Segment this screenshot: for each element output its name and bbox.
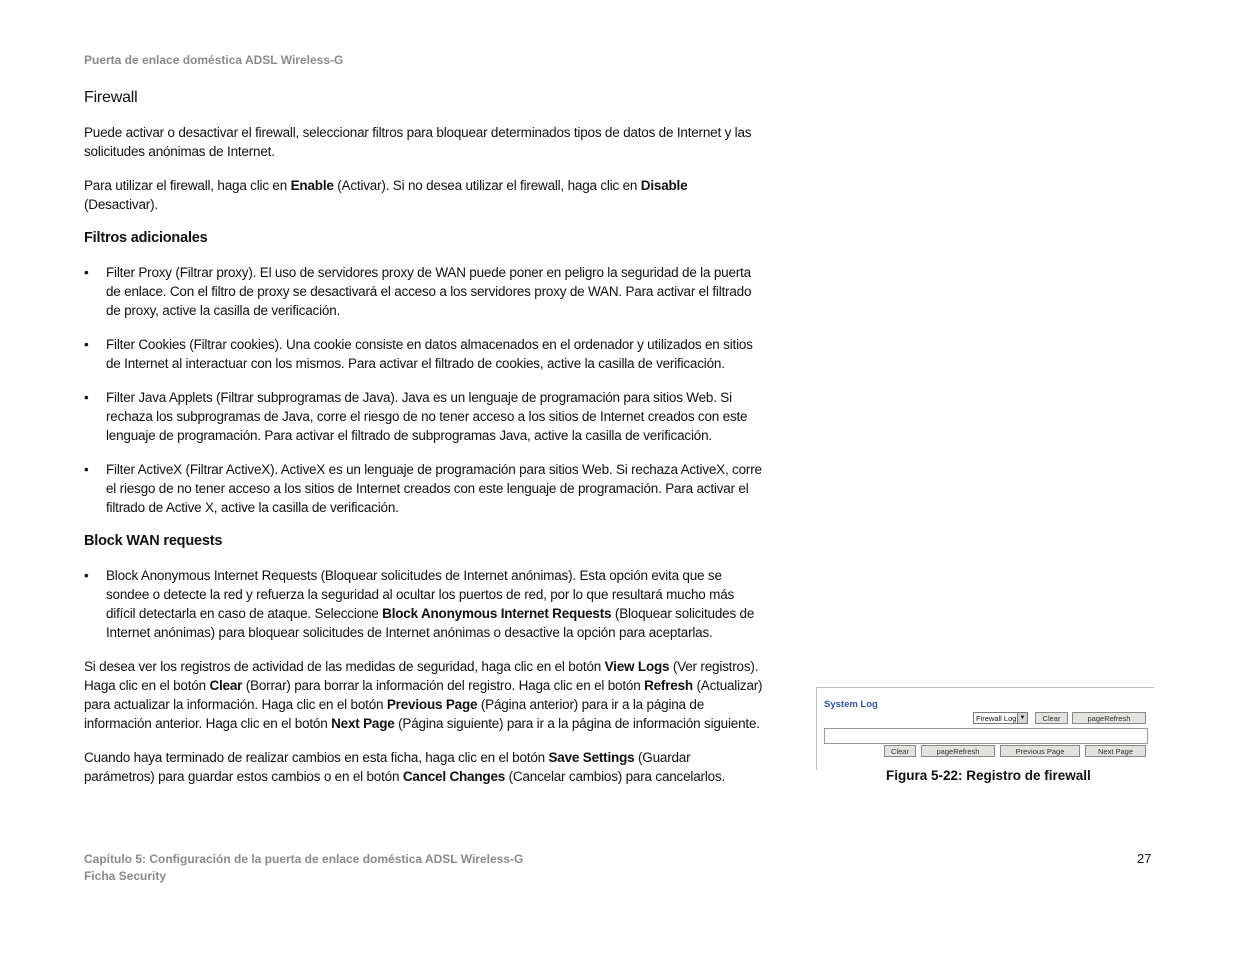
chevron-down-icon[interactable]: ▼ bbox=[1017, 713, 1027, 723]
main-content bbox=[84, 88, 764, 801]
text-run: Si desea ver los registros de actividad de las medidas de seguridad, haga clic en el botón bbox=[84, 659, 605, 674]
log-display-area bbox=[824, 728, 1148, 744]
view-logs-term: View Logs bbox=[604, 659, 670, 674]
log-type-value: Firewall Log bbox=[976, 714, 1017, 723]
text-run: (Borrar) para borrar la información del registro. Haga clic en el botón bbox=[242, 678, 645, 693]
list-item: • Filter Proxy (Filtrar proxy). El uso de servidores proxy de WAN puede poner en peligro la seguridad de la puerta de enlace. Con el filtro de proxy se desactivará el acceso a los servidores proxy de WAN. Para activar el filtrado de proxy, active la casilla de verificación. bbox=[84, 263, 764, 320]
text-run: (Cancelar cambios) para cancelarlos. bbox=[505, 769, 726, 784]
filters-list bbox=[84, 263, 764, 517]
save-settings-term: Save Settings bbox=[548, 750, 635, 765]
save-paragraph bbox=[84, 748, 764, 786]
text-run: (Guardar parámetros) para guardar estos cambios o en el botón bbox=[84, 750, 691, 784]
list-item: • Filter Java Applets (Filtrar subprogramas de Java). Java es un lenguaje de programación para sitios Web. Si rechaza los subprogramas de Java, corre el riesgo de no tener acceso a los sitios de Internet creados con este lenguaje de programación. Para activar el filtrado de subprogramas Java, active la casilla de verificación. bbox=[84, 388, 764, 445]
running-header: Puerta de enlace doméstica ADSL Wireless-G bbox=[84, 53, 344, 67]
text-run: Para utilizar el firewall, haga clic en bbox=[84, 178, 291, 193]
clear-term: Clear bbox=[209, 678, 243, 693]
text-run: (Ver registros). Haga clic en el botón bbox=[84, 659, 759, 693]
footer-chapter: Capítulo 5: Configuración de la puerta de enlace doméstica ADSL Wireless-G bbox=[84, 852, 524, 866]
log-type-select[interactable] bbox=[973, 712, 1028, 724]
previous-page-term: Previous Page bbox=[386, 697, 478, 712]
bottom-clear-button[interactable]: Clear bbox=[884, 745, 916, 757]
top-clear-button[interactable]: Clear bbox=[1035, 712, 1068, 724]
next-page-button[interactable]: Next Page bbox=[1085, 745, 1146, 757]
disable-term: Disable bbox=[640, 178, 688, 193]
wan-list bbox=[84, 566, 764, 642]
wan-heading: Block WAN requests bbox=[84, 533, 223, 549]
text-run: (Página anterior) para ir a la página de información anterior. Haga clic en el botón bbox=[84, 697, 705, 731]
filters-heading: Filtros adicionales bbox=[84, 230, 208, 246]
page-number: 27 bbox=[1137, 851, 1152, 866]
list-item: • Filter ActiveX (Filtrar ActiveX). ActiveX es un lenguaje de programación para sitios Web. Si rechaza ActiveX, corre el riesgo de no tener acceso a los sitios de Internet creados con este lenguaje de programación. Para activar el filtrado de Active X, active la casilla de verificación. bbox=[84, 460, 764, 517]
top-refresh-button[interactable]: pageRefresh bbox=[1072, 712, 1146, 724]
intro-paragraph: Puede activar o desactivar el firewall, seleccionar filtros para bloquear determinados tipos de datos de Internet y las solicitudes anónimas de Internet. bbox=[84, 125, 752, 159]
previous-page-button[interactable]: Previous Page bbox=[1000, 745, 1080, 757]
text-run: (Desactivar). bbox=[84, 197, 158, 212]
enable-term: Enable bbox=[290, 178, 334, 193]
system-log-title: System Log bbox=[824, 699, 878, 710]
text-run: Cuando haya terminado de realizar cambios en esta ficha, haga clic en el botón bbox=[84, 750, 549, 765]
enable-paragraph bbox=[84, 176, 764, 214]
page-footer bbox=[84, 851, 523, 885]
text-run: (Activar). Si no desea utilizar el firewall, haga clic en bbox=[333, 178, 641, 193]
footer-tab: Ficha Security bbox=[84, 869, 167, 883]
section-title: Firewall bbox=[84, 89, 138, 106]
list-item bbox=[84, 566, 764, 642]
system-log-figure bbox=[816, 687, 1154, 770]
text-run: (Bloquear solicitudes de Internet anónimas) para bloquear solicitudes de Internet anónimas o desactive la opción para aceptarlas. bbox=[106, 606, 755, 640]
logs-paragraph bbox=[84, 657, 764, 733]
text-run: (Actualizar) para actualizar la información. Haga clic en el botón bbox=[84, 678, 763, 712]
cancel-changes-term: Cancel Changes bbox=[402, 769, 506, 784]
bottom-refresh-button[interactable]: pageRefresh bbox=[921, 745, 995, 757]
text-run: (Página siguiente) para ir a la página de información siguiente. bbox=[394, 716, 760, 731]
text-run: Block Anonymous Internet Requests (Bloquear solicitudes de Internet anónimas). Esta opción evita que se sondee o detecte la red y refuerza la seguridad al ocultar los puertos de red, por lo que resultará mucho más difícil detectarla en caso de ataque. Seleccione bbox=[106, 568, 735, 621]
block-anonymous-term: Block Anonymous Internet Requests bbox=[382, 606, 612, 621]
next-page-term: Next Page bbox=[331, 716, 395, 731]
refresh-term: Refresh bbox=[644, 678, 693, 693]
list-item: • Filter Cookies (Filtrar cookies). Una cookie consiste en datos almacenados en el ordenador y utilizados en sitios de Internet al interactuar con los mismos. Para activar el filtrado de cookies, active la casilla de verificación. bbox=[84, 335, 764, 373]
figure-caption: Figura 5-22: Registro de firewall bbox=[886, 768, 1091, 783]
